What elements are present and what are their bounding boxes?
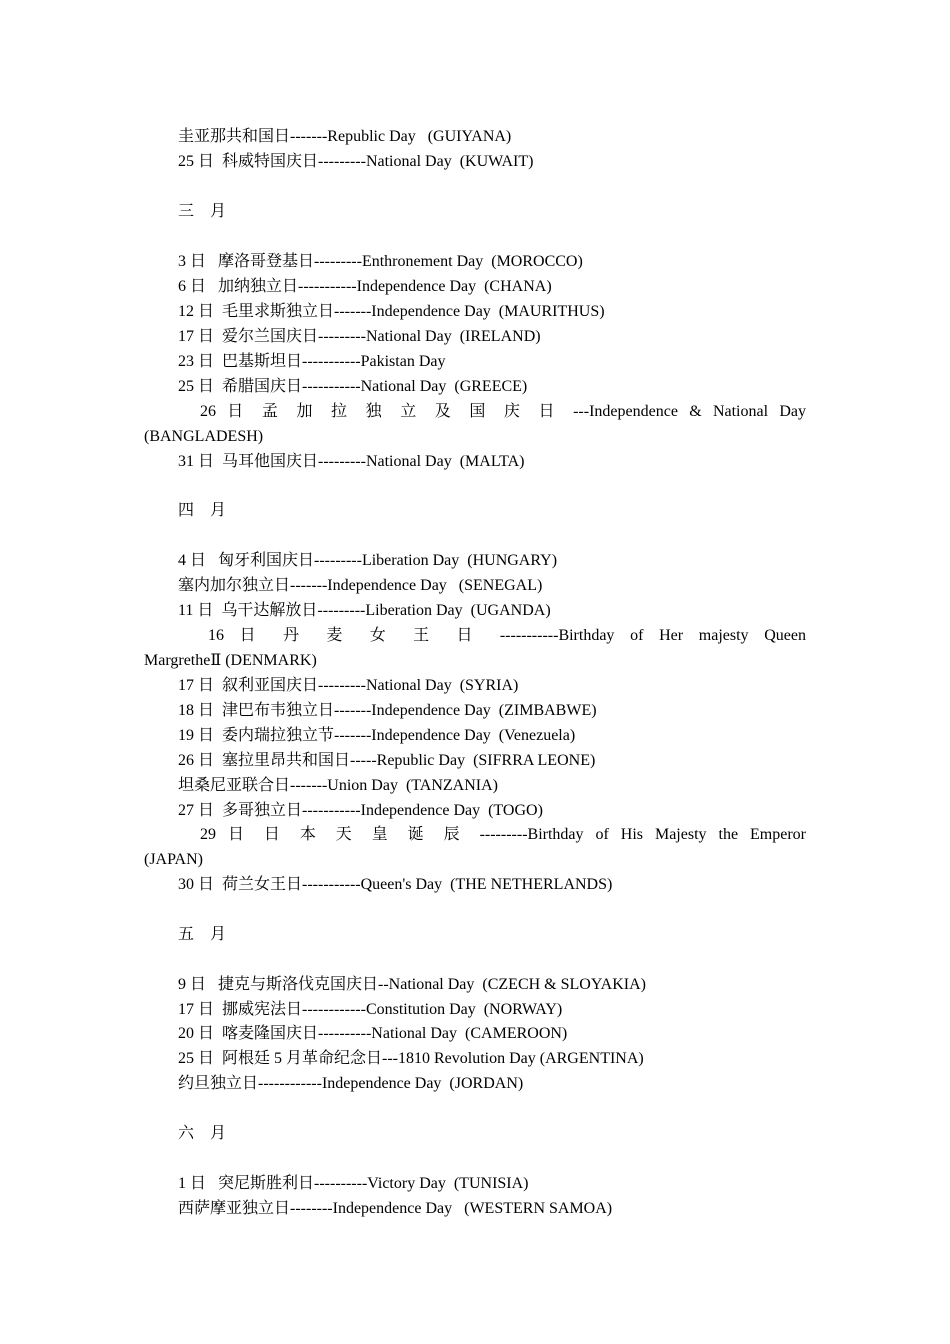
holiday-entry-malta: 31 日 马耳他国庆日---------National Day (MALTA) xyxy=(178,453,525,470)
holiday-entry-netherlands: 30 日 荷兰女王日-----------Queen's Day (THE NETHERLANDS) xyxy=(178,876,613,893)
holiday-entry-mauritius: 12 日 毛里求斯独立日-------Independence Day (MAURITHUS) xyxy=(178,303,605,320)
holiday-entry-morocco: 3 日 摩洛哥登基日---------Enthronement Day (MOROCCO) xyxy=(178,253,583,270)
holiday-entry-denmark xyxy=(144,623,806,673)
month-heading-april: 四 月 xyxy=(178,502,233,519)
holiday-entry-norway: 17 日 挪威宪法日------------Constitution Day (NORWAY) xyxy=(178,1001,563,1018)
holiday-entry-text: 29 日 日 本 天 皇 诞 辰 ---------Birthday of His Majesty the Emperor xyxy=(200,826,806,843)
holiday-entry-tanzania: 坦桑尼亚联合日-------Union Day (TANZANIA) xyxy=(178,777,498,794)
holiday-entry-continuation: MargretheⅡ (DENMARK) xyxy=(144,652,317,669)
month-heading-june: 六 月 xyxy=(178,1125,233,1142)
holiday-entry-tunisia: 1 日 突尼斯胜利日----------Victory Day (TUNISIA) xyxy=(178,1175,529,1192)
holiday-entry-text: 26 日 孟 加 拉 独 立 及 国 庆 日 ---Independence & National Day xyxy=(200,403,806,420)
holiday-entry-argentina: 25 日 阿根廷 5 月革命纪念日---1810 Revolution Day (ARGENTINA) xyxy=(178,1050,644,1067)
holiday-entry-uganda: 11 日 乌干达解放日---------Liberation Day (UGANDA) xyxy=(178,602,551,619)
month-heading-may: 五 月 xyxy=(178,926,233,943)
holiday-entry-venezuela: 19 日 委内瑞拉独立节-------Independence Day (Venezuela) xyxy=(178,727,576,744)
holiday-entry-syria: 17 日 叙利亚国庆日---------National Day (SYRIA) xyxy=(178,677,519,694)
holiday-entry-japan xyxy=(144,822,806,872)
holiday-entry-togo: 27 日 多哥独立日-----------Independence Day (TOGO) xyxy=(178,802,543,819)
holiday-entry-greece: 25 日 希腊国庆日-----------National Day (GREECE) xyxy=(178,378,528,395)
month-heading-march: 三 月 xyxy=(178,203,233,220)
holiday-entry-kuwait: 25 日 科威特国庆日---------National Day (KUWAIT) xyxy=(178,153,534,170)
holiday-entry-western-samoa: 西萨摩亚独立日--------Independence Day (WESTERN SAMOA) xyxy=(178,1200,613,1217)
holiday-entry-guyana: 圭亚那共和国日-------Republic Day (GUIYANA) xyxy=(178,128,512,145)
holiday-entry-ghana: 6 日 加纳独立日-----------Independence Day (CHANA) xyxy=(178,278,552,295)
holiday-entry-bangladesh xyxy=(144,399,806,449)
holiday-entry-text: 16 日 丹 麦 女 王 日 -----------Birthday of Her majesty Queen xyxy=(208,627,806,644)
holiday-entry-zimbabwe: 18 日 津巴布韦独立日-------Independence Day (ZIMBABWE) xyxy=(178,702,597,719)
holiday-entry-jordan: 约旦独立日------------Independence Day (JORDAN) xyxy=(178,1075,524,1092)
holiday-entry-ireland: 17 日 爱尔兰国庆日---------National Day (IRELAND) xyxy=(178,328,541,345)
holiday-entry-czech-slovakia: 9 日 捷克与斯洛伐克国庆日--National Day (CZECH & SLOYAKIA) xyxy=(178,976,646,993)
holiday-entry-sierra-leone: 26 日 塞拉里昂共和国日-----Republic Day (SIFRRA LEONE) xyxy=(178,752,596,769)
holiday-entry-cameroon: 20 日 喀麦隆国庆日----------National Day (CAMEROON) xyxy=(178,1025,568,1042)
holiday-entry-hungary: 4 日 匈牙利国庆日---------Liberation Day (HUNGARY) xyxy=(178,552,558,569)
holiday-entry-continuation: (BANGLADESH) xyxy=(144,428,264,445)
holiday-entry-senegal: 塞内加尔独立日-------Independence Day (SENEGAL) xyxy=(178,577,543,594)
holiday-entry-continuation: (JAPAN) xyxy=(144,851,203,868)
holiday-entry-pakistan: 23 日 巴基斯坦日-----------Pakistan Day xyxy=(178,353,446,370)
